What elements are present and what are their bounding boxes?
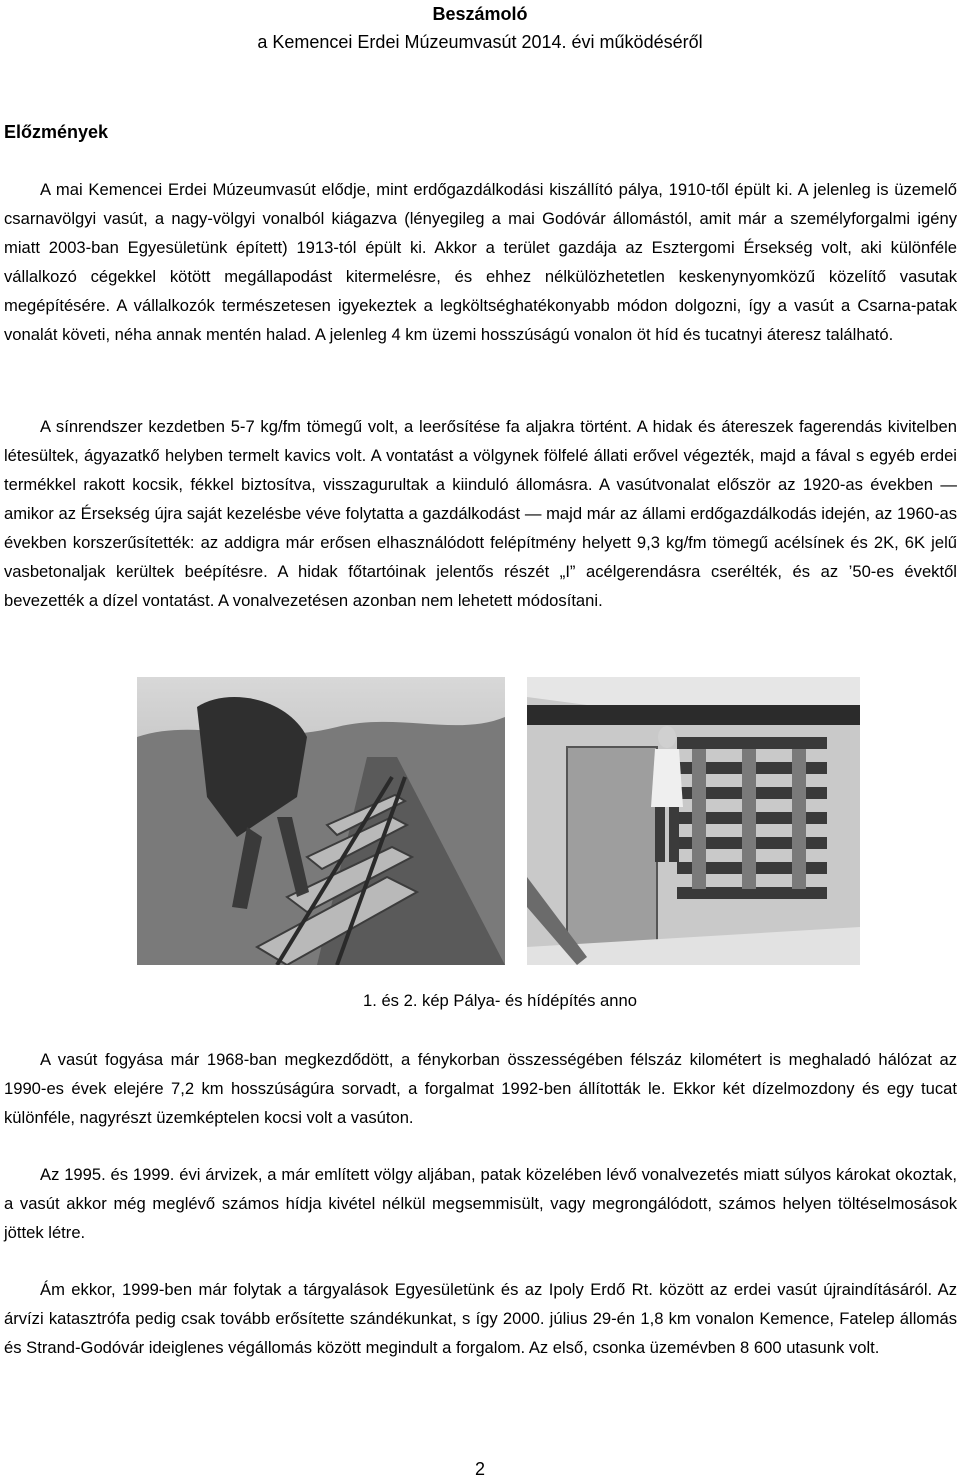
page-number: 2 [474, 1459, 485, 1479]
paragraph-2: A sínrendszer kezdetben 5-7 kg/fm tömegű volt, a leerősítése fa aljakra történt. A hidak és átereszek fagerendás kivitelben létesültek, ágyazatkő helyben termelt kavics volt. A vontatást a völgynek fölfelé állati erővel végezték, majd a fával s egyéb erdei termékkel rakott kocsik, fékkel biztosítva, visszagurultak a kiinduló állomásra. A vasútvonalat először az 1920-as években — amikor az Érsekség újra saját kezelésbe véve folytatta a gazdálkodást — majd már az állami erdőgazdálkodás idején, az 1960-as években korszerűsítették: az addigra már erősen elhasználódott felépítmény helyett 9,3 kg/fm tömegű acélsínek és 2K, 6K jelű vasbetonaljak kerültek beépítésre. A hidak főtartóinak jelentős részét „I” acélgerendásra cserélték, és az ’50-es évektől bevezették a dízel vontatást. A vonalvezetésen azonban nem lehetett módosítani. [4, 417, 957, 610]
photo-track-laying-image [137, 677, 505, 965]
paragraph-4: Az 1995. és 1999. évi árvizek, a már említett völgy aljában, patak közelében lévő vonalvezetés miatt súlyos károkat okoztak, a vasút akkor még meglévő számos hídja kivétel nélkül megsemmisült, vagy megrongálódott, számos helyen töltéselmosások jöttek létre. [4, 1165, 957, 1242]
paragraph-1: A mai Kemencei Erdei Múzeumvasút elődje, mint erdőgazdálkodási kiszállító pálya, 1910-től épült ki. A jelenleg is üzemelő csarnavölgyi vasút, a nagy-völgyi vonalból kiágazva (lényegileg a mai Godóvár állomástól, amit már a személyforgalmi igény miatt 2003-ban Egyesületünk épített) 1913-tól épült ki. Akkor a terület gazdája az Esztergomi Érsekség volt, aki különféle vállalkozó cégekkel kötött megállapodást kitermelésre, és ehhez nélkülözhetetlen keskenynyomközű közelítő vasutak megépítésére. A vállalkozók természetesen igyekeztek a legköltséghatékonyabb módon dolgozni, így a vasút a Csarna-patak vonalát követi, néha annak mentén halad. A jelenleg 4 km üzemi hosszúságú vonalon öt híd és tucatnyi áteresz található. [4, 180, 957, 344]
section-heading: Előzmények [4, 122, 109, 142]
document-title: Beszámoló [432, 4, 528, 24]
photo-bridge-building-image [527, 677, 860, 965]
paragraph-5: Ám ekkor, 1999-ben már folytak a tárgyalások Egyesületünk és az Ipoly Erdő Rt. között az erdei vasút újraindításáról. Az árvízi katasztrófa pedig csak tovább erősítette szándékunkat, s így 2000. július 29-én 1,8 km vonalon Kemence, Fatelep állomás és Strand-Godóvár ideiglenes végállomás között megindult a forgalom. Az első, csonka üzemévben 8 600 utasunk volt. [4, 1280, 957, 1357]
photo-track-laying [137, 677, 505, 965]
paragraph-3: A vasút fogyása már 1968-ban megkezdődött, a fénykorban összességében félszáz kilométert is meghaladó hálózat az 1990-es évek elejére 7,2 km hosszúságúra sorvadt, a forgalmat 1992-ben állították le. Ekkor két dízelmozdony és egy tucat különféle, nagyrészt üzemképtelen kocsi volt a vasúton. [4, 1050, 957, 1127]
figure-caption: 1. és 2. kép Pálya- és hídépítés anno [363, 991, 637, 1010]
document-subtitle: a Kemencei Erdei Múzeumvasút 2014. évi működéséről [257, 32, 703, 52]
photo-bridge-building [527, 677, 860, 965]
